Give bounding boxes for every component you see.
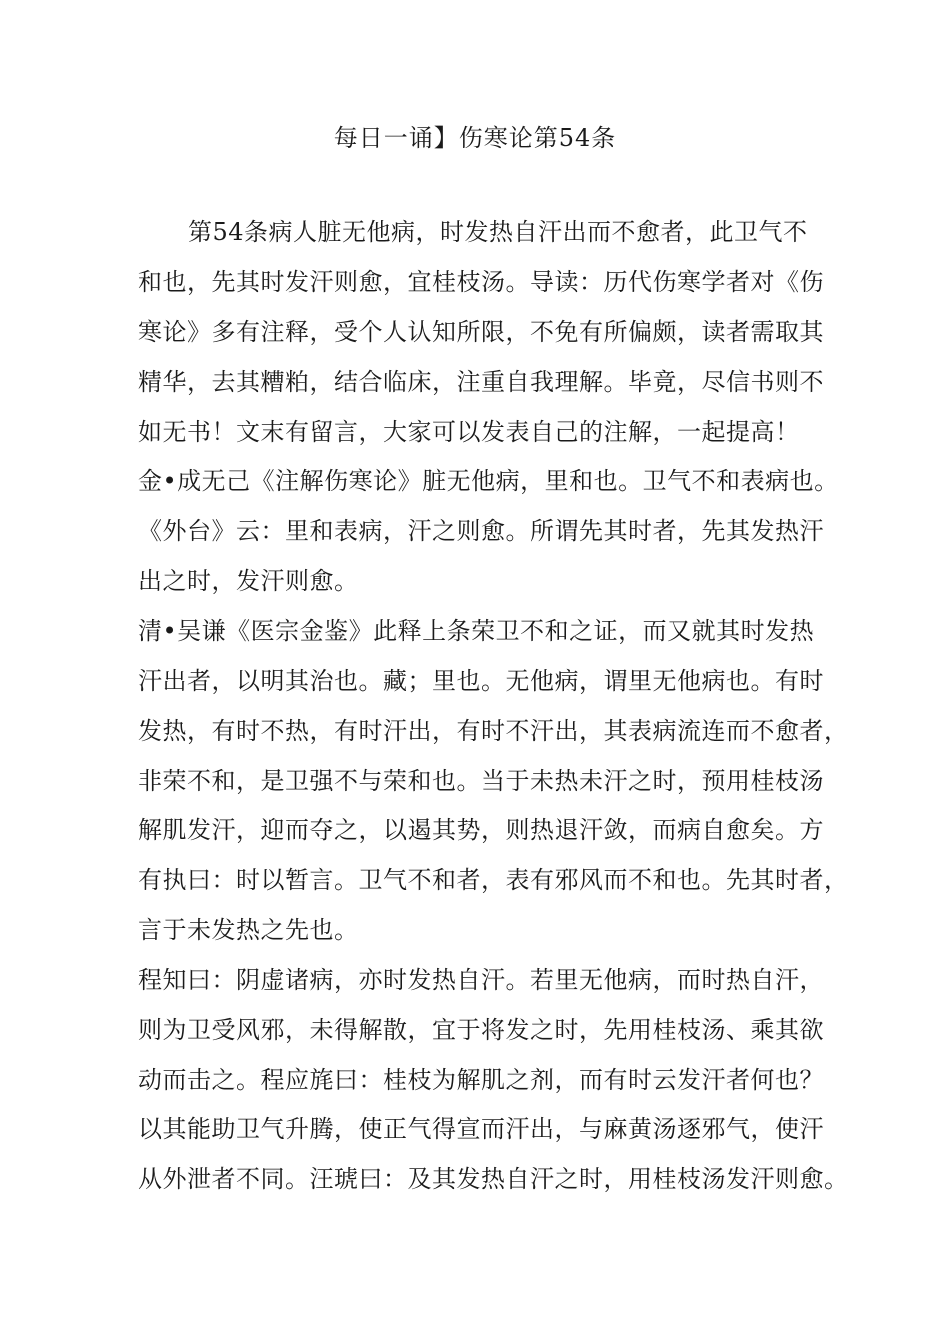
text-line: 以其能助卫气升腾，使正气得宣而汗出，与麻黄汤逐邪气，使汗 <box>138 1115 824 1143</box>
text-line: 精华，去其糟粕，结合临床，注重自我理解。毕竟，尽信书则不 <box>138 368 824 396</box>
text-line: 则为卫受风邪，未得解散，宜于将发之时，先用桂枝汤、乘其欲 <box>138 1016 824 1044</box>
text-line: 言于未发热之先也。 <box>138 916 359 944</box>
text-line: 金•成无己《注解伤寒论》脏无他病，里和也。卫气不和表病也。 <box>138 467 839 495</box>
text-line: 寒论》多有注释，受个人认知所限，不免有所偏颇，读者需取其 <box>138 318 824 346</box>
text-line: 从外泄者不同。汪琥曰：及其发热自汗之时，用桂枝汤发汗则愈。 <box>138 1165 849 1193</box>
text-line: 发热，有时不热，有时汗出，有时不汗出，其表病流连而不愈者， <box>138 717 849 745</box>
text-line: 非荣不和，是卫强不与荣和也。当于未热未汗之时，预用桂枝汤 <box>138 767 824 795</box>
text-line: 出之时，发汗则愈。 <box>138 567 359 595</box>
text-line: 和也，先其时发汗则愈，宜桂枝汤。导读：历代伤寒学者对《伤 <box>138 268 824 296</box>
text-line: 有执曰：时以暂言。卫气不和者，表有邪风而不和也。先其时者， <box>138 866 849 894</box>
page-title: 每日一诵】伤寒论第54条 <box>333 124 617 152</box>
text-line: 解肌发汗，迎而夺之，以遏其势，则热退汗敛，而病自愈矣。方 <box>138 816 824 844</box>
text-line: 程知曰：阴虚诸病，亦时发热自汗。若里无他病，而时热自汗， <box>138 966 824 994</box>
text-line: 第54条病人脏无他病，时发热自汗出而不愈者，此卫气不 <box>188 218 808 246</box>
text-line: 动而击之。程应旄曰：桂枝为解肌之剂，而有时云发汗者何也？ <box>138 1066 824 1094</box>
text-line: 汗出者，以明其治也。藏；里也。无他病，谓里无他病也。有时 <box>138 667 824 695</box>
text-line: 如无书！文末有留言，大家可以发表自己的注解，一起提高！ <box>138 418 800 446</box>
text-line: 《外台》云：里和表病，汗之则愈。所谓先其时者，先其发热汗 <box>138 517 824 545</box>
text-line: 清•吴谦《医宗金鉴》此释上条荣卫不和之证，而又就其时发热 <box>138 617 815 645</box>
